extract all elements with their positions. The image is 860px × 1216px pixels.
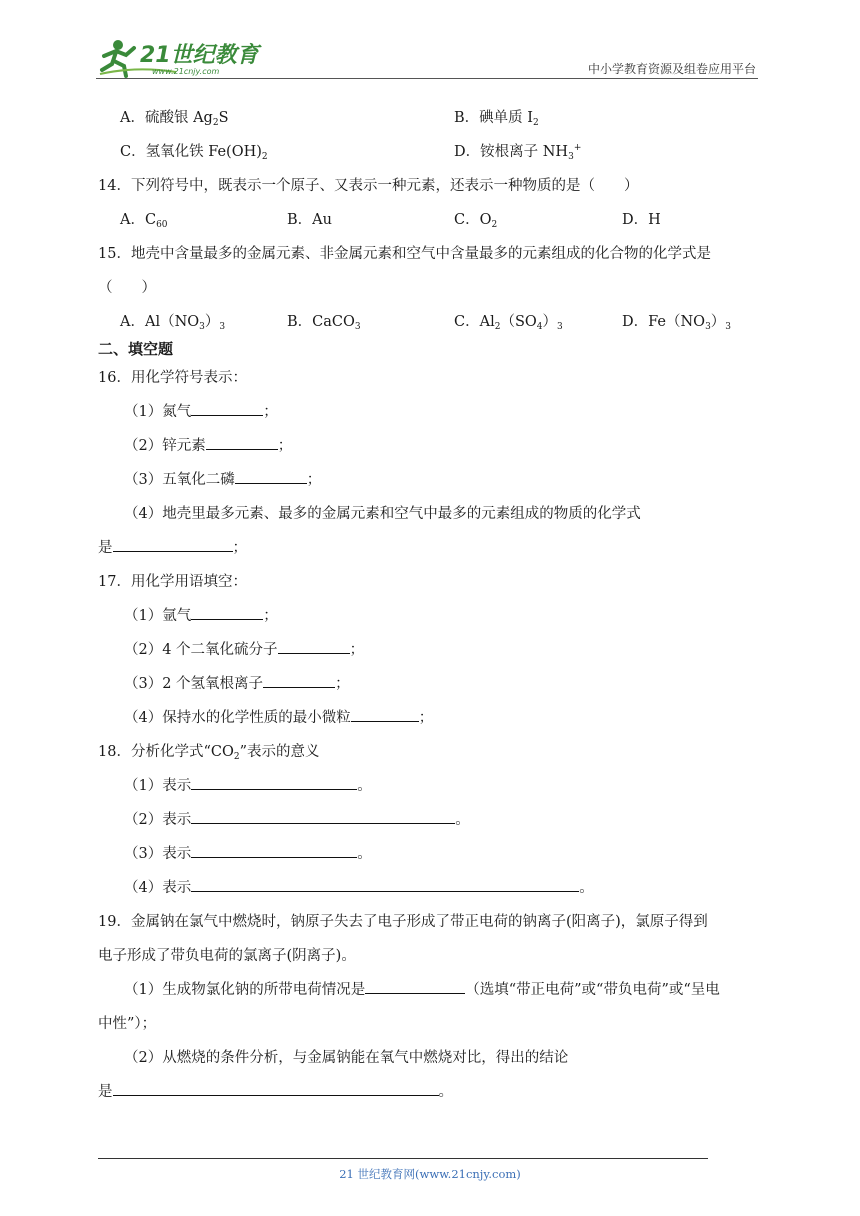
q17-stem: 17．用化学用语填空： <box>98 574 247 590</box>
q16-part-3: （3）五氧化二磷 ； <box>124 468 321 489</box>
q18-stem: 18．分析化学式“$CO_2$”表示的意义 <box>98 744 320 762</box>
answer-blank[interactable] <box>191 842 357 858</box>
logo-text: 21世纪教育 <box>140 43 259 68</box>
answer-blank[interactable] <box>113 536 233 552</box>
q17-part-4: （4）保持水的化学性质的最小微粒 ； <box>124 706 433 727</box>
q14-option-a: A．$C_{60}$ <box>120 212 168 230</box>
q18-part-1: （1）表示 。 <box>124 774 372 795</box>
q13-option-d: D．铵根离子 $NH_3^+$ <box>454 143 582 162</box>
footer-divider <box>98 1158 708 1159</box>
section-title: 二、填空题 <box>98 340 174 358</box>
q14-option-c: C．$O_2$ <box>454 212 498 230</box>
runner-logo-icon <box>96 36 266 78</box>
header-platform-text: 中小学教育资源及组卷应用平台 <box>587 62 756 76</box>
answer-blank[interactable] <box>191 400 263 416</box>
answer-blank[interactable] <box>191 774 357 790</box>
answer-blank[interactable] <box>191 876 579 892</box>
q13-option-a: A．硫酸银 $Ag_2S$ <box>120 110 229 128</box>
q16-part-4-cont: 是 ； <box>98 536 247 557</box>
answer-blank[interactable] <box>191 808 455 824</box>
q19-part-1-cont: 中性”）； <box>98 1016 157 1032</box>
q18-part-4: （4）表示 。 <box>124 876 594 897</box>
answer-blank[interactable] <box>235 468 307 484</box>
q14-stem: 14．下列符号中，既表示一个原子、又表示一种元素，还表示一种物质的是（ ） <box>98 178 639 194</box>
q13-option-c: C．氢氧化铁 $Fe(OH)_2$ <box>120 144 268 162</box>
q19-part-2: （2）从燃烧的条件分析，与金属钠能在氧气中燃烧对比，得出的结论 <box>124 1050 569 1066</box>
q19-stem-line2: 电子形成了带负电荷的氯离子(阴离子)。 <box>98 948 356 964</box>
q15-option-a: A．$Al(NO_3)_3$ <box>120 314 226 332</box>
site-logo <box>96 36 266 78</box>
q16-part-2: （2）锌元素 ； <box>124 434 292 455</box>
q17-part-2: （2）4 个二氧化硫分子 ； <box>124 638 364 659</box>
q15-stem-cont: （ ） <box>98 280 156 296</box>
header-divider <box>96 78 758 79</box>
q14-option-b: B．Au <box>287 212 332 228</box>
q15-option-b: B．CaCO$_3$ <box>287 314 361 332</box>
q15-option-d: D．$Fe(NO_3)_3$ <box>622 314 732 332</box>
q19-stem-line1: 19．金属钠在氯气中燃烧时，钠原子失去了电子形成了带正电荷的钠离子(阳离子)，氯原子得到 <box>98 914 708 930</box>
answer-blank[interactable] <box>191 604 263 620</box>
q15-option-c: C．$Al_2(SO_4)_3$ <box>454 314 563 332</box>
q14-option-d: D．H <box>622 212 661 228</box>
q13-option-b: B．碘单质 $I_2$ <box>454 110 539 128</box>
answer-blank[interactable] <box>206 434 278 450</box>
q16-part-1: （1）氮气 ； <box>124 400 278 421</box>
q15-stem: 15．地壳中含量最多的金属元素、非金属元素和空气中含量最多的元素组成的化合物的化学式是 <box>98 246 711 262</box>
q18-part-2: （2）表示 。 <box>124 808 470 829</box>
answer-blank[interactable] <box>113 1080 439 1096</box>
q19-part-1: （1）生成物氯化钠的所带电荷情况是 （选填“带正电荷”或“带负电荷”或“呈电 <box>124 978 720 999</box>
q16-part-4: （4）地壳里最多元素、最多的金属元素和空气中最多的元素组成的物质的化学式 <box>124 506 641 522</box>
q17-part-3: （3）2 个氢氧根离子 ； <box>124 672 350 693</box>
q18-part-3: （3）表示 。 <box>124 842 372 863</box>
answer-blank[interactable] <box>263 672 335 688</box>
q19-part-2-cont: 是 。 <box>98 1080 453 1101</box>
answer-blank[interactable] <box>351 706 419 722</box>
q16-stem: 16．用化学符号表示： <box>98 370 247 386</box>
answer-blank[interactable] <box>365 978 465 994</box>
logo-url-text: www.21cnjy.com <box>152 67 220 76</box>
q17-part-1: （1）氩气 ； <box>124 604 278 625</box>
answer-blank[interactable] <box>278 638 350 654</box>
footer-text[interactable]: 21 世纪教育网(www.21cnjy.com) <box>339 1167 521 1181</box>
